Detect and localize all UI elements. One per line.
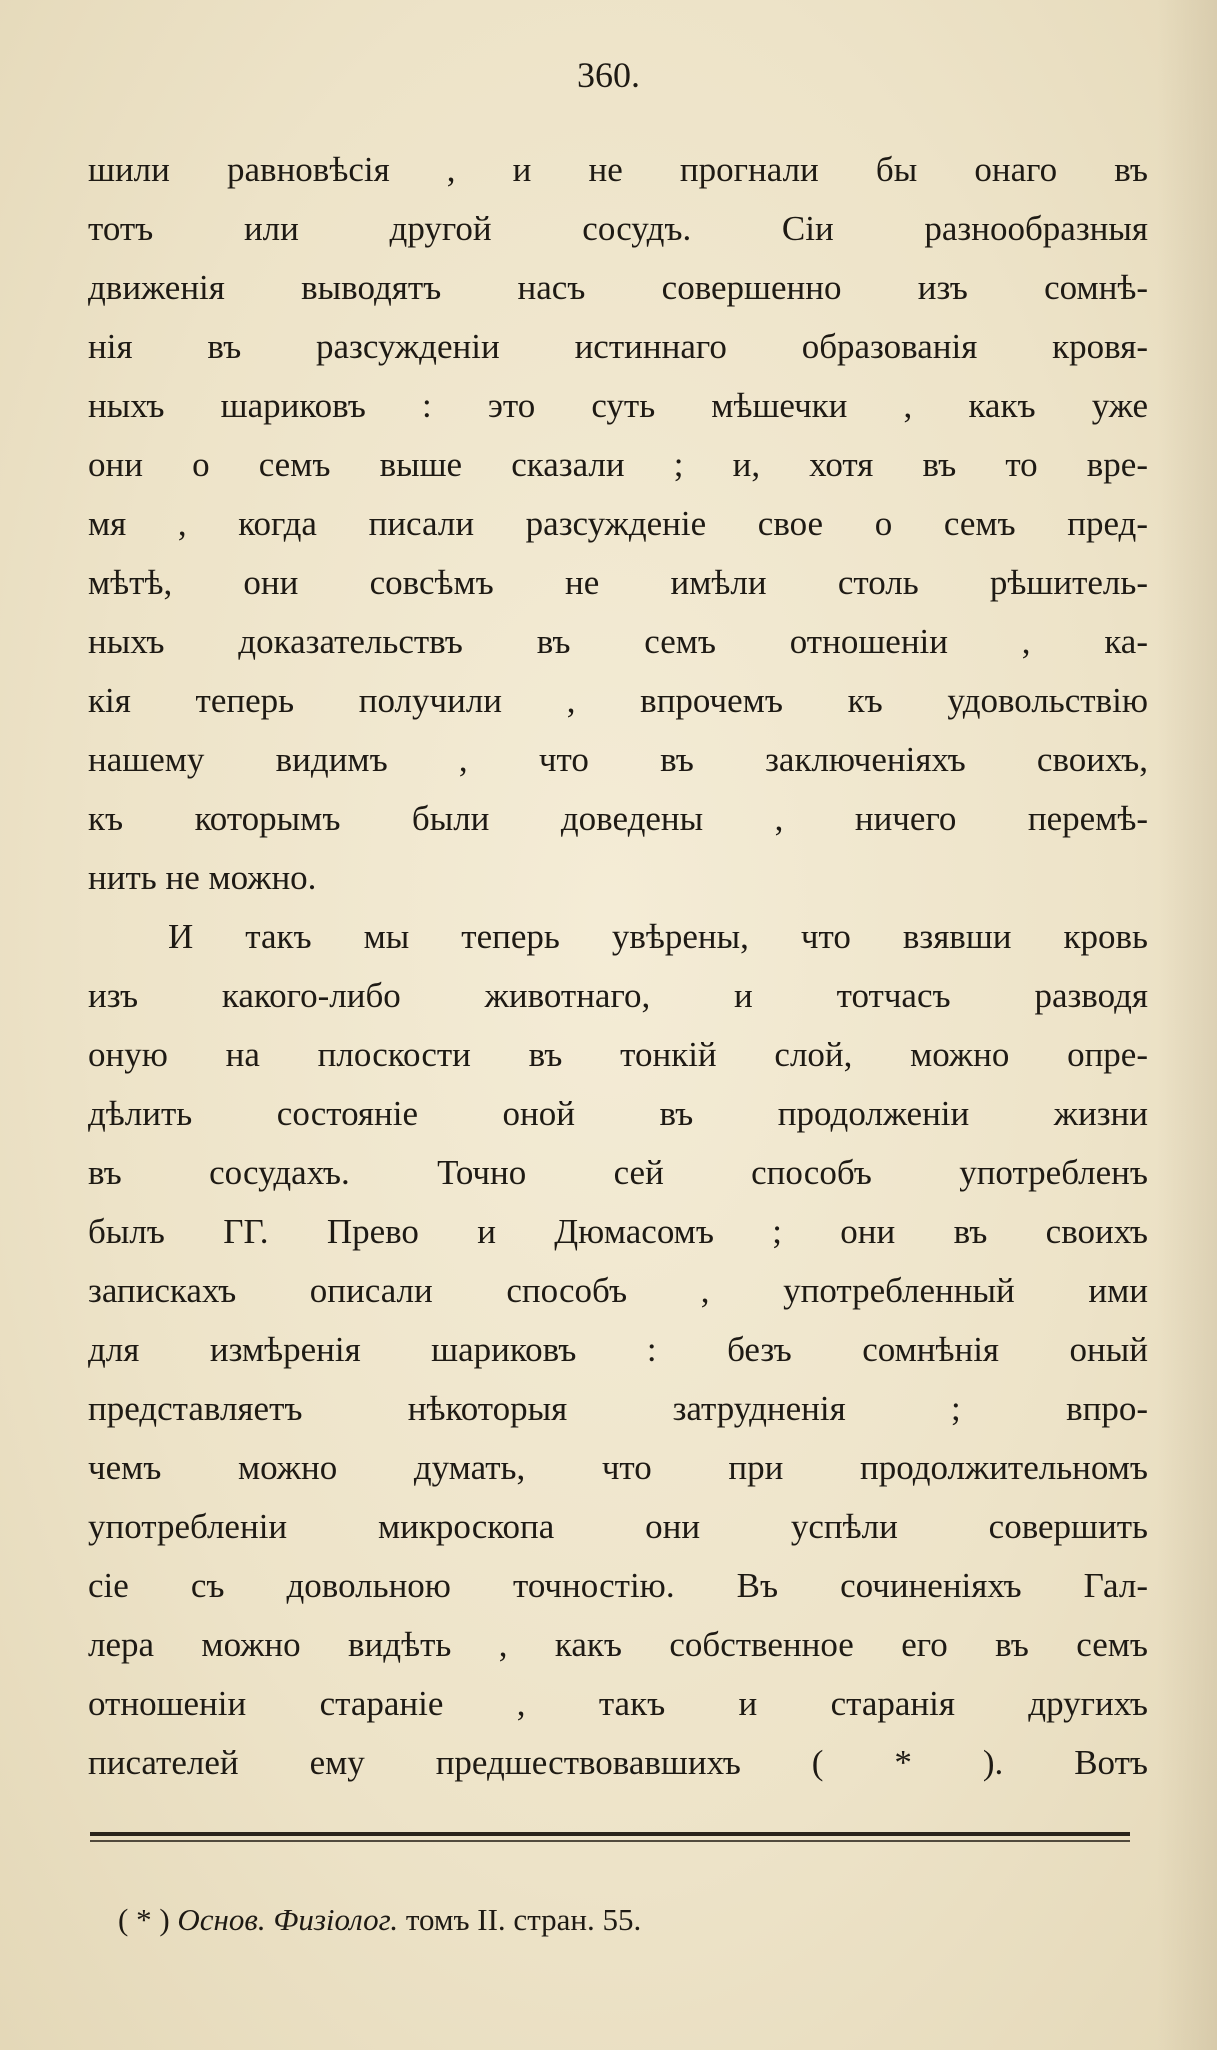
text-line: кія теперь получили , впрочемъ къ удовольствію bbox=[88, 681, 1148, 720]
text-line: употребленіи микроскопа они успѣли совершить bbox=[88, 1507, 1148, 1546]
text-line: былъ ГГ. Прево и Дюмасомъ ; они въ своихъ bbox=[88, 1212, 1148, 1251]
text-line: нашему видимъ , что въ заключеніяхъ своихъ, bbox=[88, 740, 1148, 779]
text-line: представляетъ нѣкоторыя затрудненія ; впро- bbox=[88, 1389, 1148, 1428]
text-line: они о семъ выше сказали ; и, хотя въ то вре- bbox=[88, 445, 1148, 484]
text-line: писателей ему предшествовавшихъ ( * ). Вотъ bbox=[88, 1743, 1148, 1782]
footnote-divider bbox=[90, 1832, 1130, 1836]
text-line: ныхъ доказательствъ въ семъ отношеніи , ка- bbox=[88, 622, 1148, 661]
text-line: въ сосудахъ. Точно сей способъ употребленъ bbox=[88, 1153, 1148, 1192]
page-number: 360. bbox=[577, 55, 640, 95]
footnote-marker: ( * ) bbox=[118, 1902, 170, 1937]
text-line: мя , когда писали разсужденіе свое о семъ пред- bbox=[88, 504, 1148, 543]
text-line: дѣлить состояніе оной въ продолженіи жизни bbox=[88, 1094, 1148, 1133]
text-line: отношеніи стараніе , такъ и старанія другихъ bbox=[88, 1684, 1148, 1723]
text-line: запискахъ описали способъ , употребленный ими bbox=[88, 1271, 1148, 1310]
text-line: изъ какого-либо животнаго, и тотчасъ разводя bbox=[88, 976, 1148, 1015]
text-line: движенія выводятъ насъ совершенно изъ сомнѣ- bbox=[88, 268, 1148, 307]
text-line: для измѣренія шариковъ : безъ сомнѣнія оный bbox=[88, 1330, 1148, 1369]
body-text bbox=[88, 140, 1148, 1792]
text-line: оную на плоскости въ тонкій слой, можно опре- bbox=[88, 1035, 1148, 1074]
footnote-location: томъ II. стран. 55. bbox=[405, 1902, 642, 1937]
text-line: мѣтѣ, они совсѣмъ не имѣли столь рѣшитель- bbox=[88, 563, 1148, 602]
text-line: ныхъ шариковъ : это суть мѣшечки , какъ уже bbox=[88, 386, 1148, 425]
text-line: къ которымъ были доведены , ничего перемѣ- bbox=[88, 799, 1148, 838]
text-line: сіе съ довольною точностію. Въ сочиненіяхъ Гал- bbox=[88, 1566, 1148, 1605]
text-line: шили равновѣсія , и не прогнали бы онаго въ bbox=[88, 150, 1148, 189]
footnote-divider-thin bbox=[90, 1840, 1130, 1842]
text-line: чемъ можно думать, что при продолжительномъ bbox=[88, 1448, 1148, 1487]
footnote-source: Основ. Физіолог. bbox=[177, 1902, 399, 1937]
text-line: нія въ разсужденіи истиннаго образованія кровя- bbox=[88, 327, 1148, 366]
text-line: нить не можно. bbox=[88, 858, 317, 897]
text-line: лера можно видѣть , какъ собственное его въ семъ bbox=[88, 1625, 1148, 1664]
text-line-paragraph-start: И такъ мы теперь увѣрены, что взявши кровь bbox=[168, 917, 1148, 956]
footnote bbox=[118, 1895, 1118, 1945]
text-line: тотъ или другой сосудъ. Сіи разнообразныя bbox=[88, 209, 1148, 248]
